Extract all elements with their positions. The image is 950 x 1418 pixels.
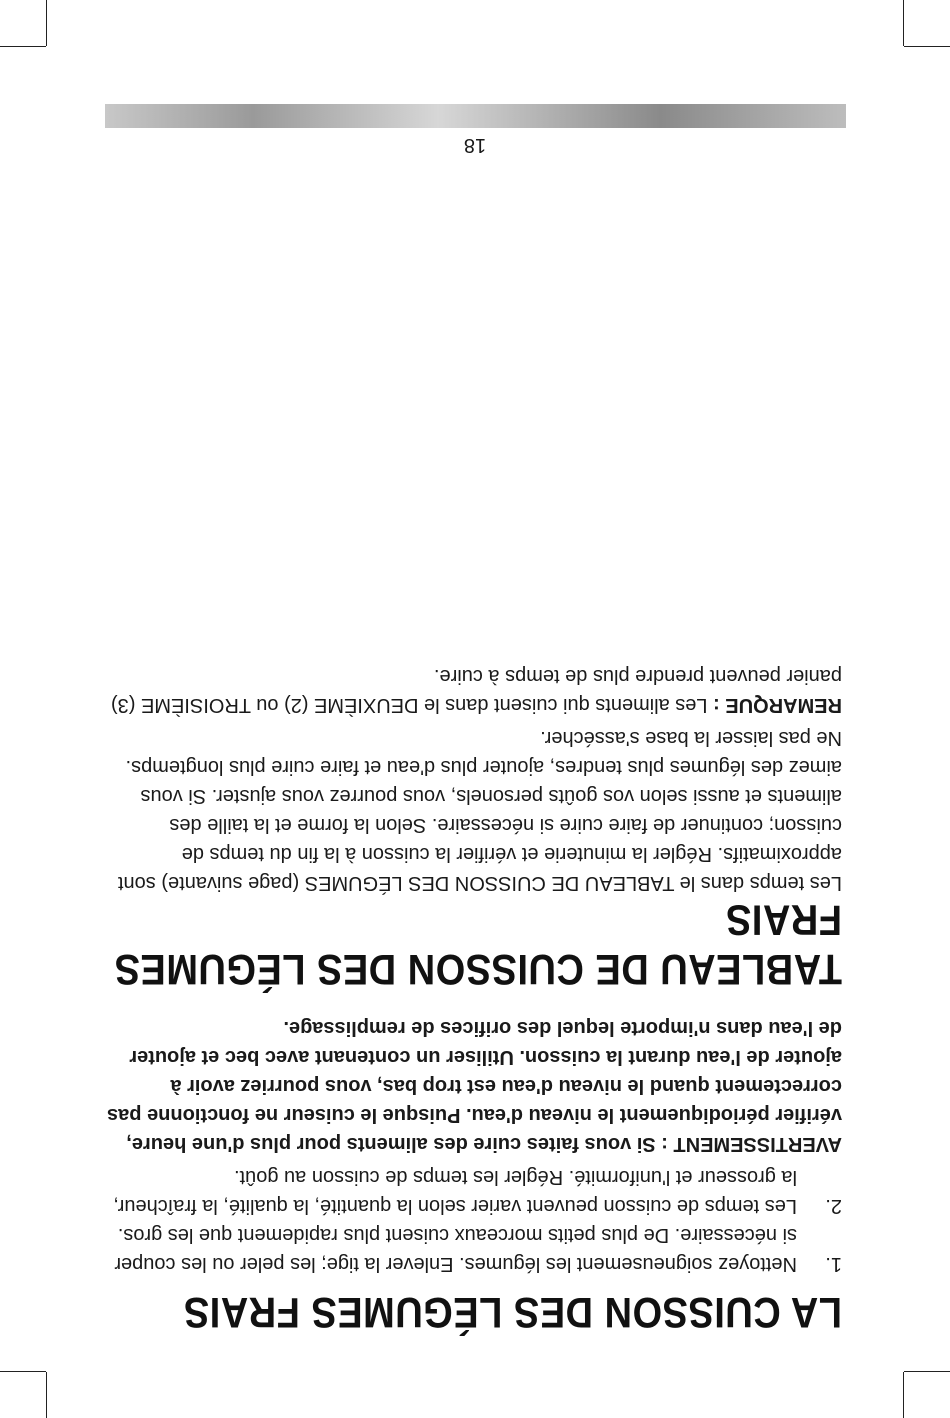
warning-paragraph [107,1013,842,1158]
list-item-text: Nettoyez soigneusement les légumes. Enlever la tige; les peler ou les couper si nécessaire. De plus petits morceaux cuisent plus rapidement que les gros. [114,1224,797,1275]
warning-text: Si vous faites cuire des aliments pour plus d'une heure, vérifier périodiquement le niveau d'eau. Puisque le cuiseur ne fonctionne pas correctement quand le niveau d'eau est trop bas, vous pourriez avoir à ajouter de l'eau durant la cuisson. Utiliser un contenant avec bec et ajouter de l'eau dans n'importe lequel des orifices de remplissage. [107,1017,842,1155]
list-item-number: 1. [825,1253,842,1275]
page-content [107,661,842,1336]
list-item [107,1220,842,1278]
note-label: REMARQUE : [713,694,842,716]
section-heading-cooking: LA CUISSON DES LÉGUMES FRAIS [183,1287,842,1335]
list-item-number: 2. [825,1195,842,1217]
instruction-list [107,1162,842,1278]
list-item [107,1162,842,1220]
body-paragraph: Les temps dans le TABLEAU DE CUISSON DES LÉGUMES (page suivante) sont approximatifs. Régler la minuterie et vérifier la cuisson à la fin du temps de cuisson; continuer de faire cuire si nécessaire. Selon la forme et la taille des aliments et aussi selon vos goûts personels, vous pourrez vous ajuster. Si vous aimez des légumes plus tendres, ajouter plus d'eau et faire cuire plus longtemps. Ne pas laisser la base s'assécher. [117,727,842,894]
warning-label: AVERTISSEMENT : [661,1133,842,1155]
list-item-text: Les temps de cuisson peuvent varier selon la quantité, la qualité, la fraîcheur, la grosseur et l'uniformité. Régler les temps de cuisson au goût. [113,1166,797,1217]
page-number: 18 [463,134,487,156]
note-text: Les aliments qui cuisent dans le DEUXIÈME (2) ou TROISIÈME (3) panier peuvent prendre plus de temps à cuire. [111,665,842,716]
section-heading-table: TABLEAU DE CUISSON DES LÉGUMES FRAIS [114,895,842,992]
note-paragraph [107,661,842,719]
footer-bar [105,104,846,128]
